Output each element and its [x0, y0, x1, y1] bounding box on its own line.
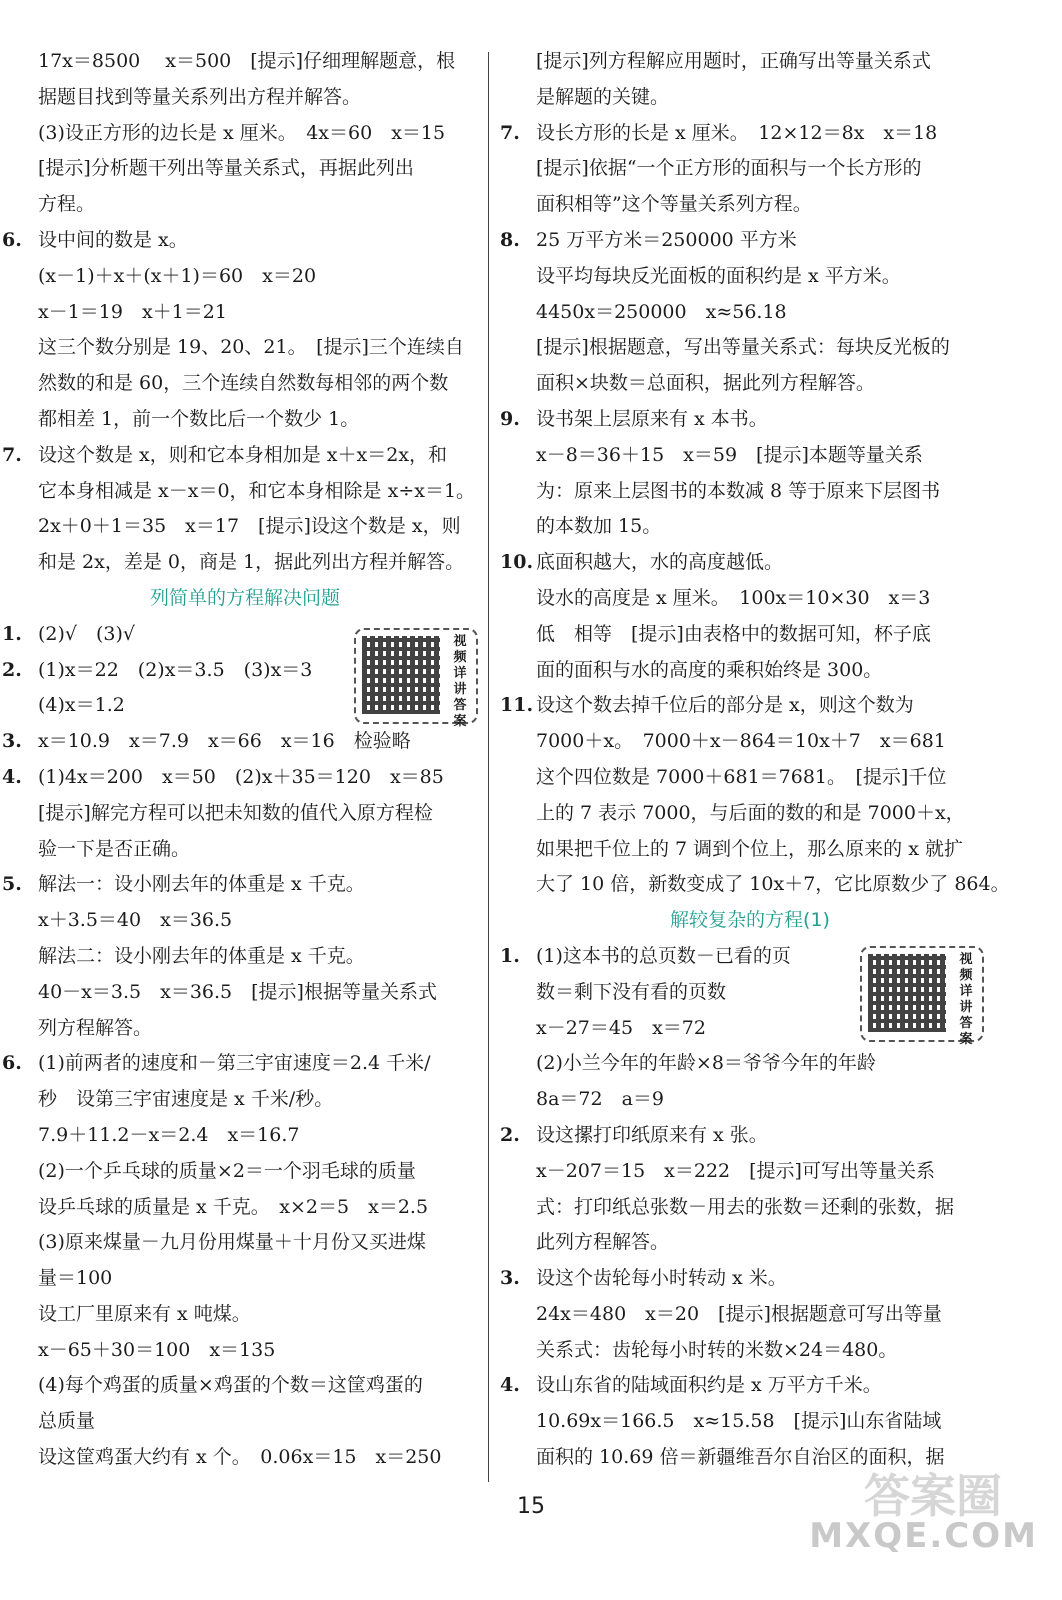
line-text: 如果把千位上的 7 调到个位上，那么原来的 x 就扩 [536, 837, 963, 860]
line-text: (1)4x＝200 x＝50 (2)x＋35＝120 x＝85 [38, 765, 444, 788]
item-number: 11. [500, 694, 534, 717]
answer-line [10, 1404, 480, 1440]
answer-line [10, 1368, 480, 1404]
answer-line [500, 1046, 1000, 1082]
answer-line [500, 366, 1000, 402]
answer-line [500, 1190, 1000, 1226]
answer-line [10, 832, 480, 868]
item-number: 1. [2, 622, 22, 645]
line-text: 数＝剩下没有看的页数 [536, 980, 727, 1003]
answer-line [10, 939, 480, 975]
qr-caption: 视频详讲答案 [453, 634, 467, 729]
answer-line [500, 832, 1000, 868]
line-text: 设山东省的陆域面积约是 x 万平方千米。 [536, 1374, 882, 1397]
line-text: 底面积越大，水的高度越低。 [536, 551, 784, 574]
answer-line [500, 1404, 1000, 1440]
line-text: [提示]分析题干列出等量关系式，再据此列出 [38, 157, 414, 180]
line-text: 秒 设第三宇宙速度是 x 千米/秒。 [38, 1088, 334, 1111]
answer-line [10, 1333, 480, 1369]
line-text: 设这个数是 x，则和它本身相加是 x＋x＝2x，和 [38, 443, 448, 466]
line-text: 8a＝72 a＝9 [536, 1088, 665, 1111]
answer-line [500, 724, 1000, 760]
line-text: 设书架上层原来有 x 本书。 [536, 407, 768, 430]
answer-line [10, 1225, 480, 1261]
line-text: 列方程解答。 [38, 1016, 153, 1039]
item-number: 9. [500, 407, 520, 430]
answer-line [10, 151, 480, 187]
line-text: 都相差 1，前一个数比后一个数少 1。 [38, 407, 360, 430]
answer-line [10, 1261, 480, 1297]
answer-item-start [2, 1046, 480, 1082]
answer-item-start [500, 1118, 1000, 1154]
item-number: 8. [500, 228, 520, 251]
line-text: 面积相等”这个等量关系列方程。 [536, 193, 812, 216]
line-text: 面的面积与水的高度的乘积始终是 300。 [536, 658, 883, 681]
line-text: [提示]解完方程可以把未知数的值代入原方程检 [38, 801, 433, 824]
answer-item-start [500, 1261, 1000, 1297]
item-number: 7. [500, 121, 520, 144]
line-text: 设这个数去掉千位后的部分是 x，则这个数为 [536, 694, 914, 717]
line-text: 设这筐鸡蛋大约有 x 个。 0.06x＝15 x＝250 [38, 1446, 442, 1469]
line-text: 它本身相减是 x－x＝0，和它本身相除是 x÷x＝1。 [38, 479, 476, 502]
line-text: 这三个数分别是 19、20、21。 [提示]三个连续自 [38, 336, 464, 359]
answer-line [500, 330, 1000, 366]
line-text: 面积×块数＝总面积，据此列方程解答。 [536, 372, 875, 395]
line-text: 设工厂里原来有 x 吨煤。 [38, 1302, 251, 1325]
answer-line [500, 653, 1000, 689]
item-number: 5. [2, 873, 22, 896]
item-number: 4. [2, 765, 22, 788]
answer-line [500, 581, 1000, 617]
line-text: [提示]依据“一个正方形的面积与一个长方形的 [536, 157, 922, 180]
answer-line [500, 474, 1000, 510]
answer-line [10, 1082, 480, 1118]
answer-line [10, 295, 480, 331]
answer-line [10, 1118, 480, 1154]
answer-item-start [500, 688, 1000, 724]
item-number: 3. [2, 730, 22, 753]
line-text: 解法二：设小刚去年的体重是 x 千克。 [38, 944, 365, 967]
qr-code-video-2[interactable] [860, 946, 984, 1047]
answer-line [10, 975, 480, 1011]
line-text: x－8＝36＋15 x＝59 [提示]本题等量关系 [536, 443, 923, 466]
answer-line [500, 187, 1000, 223]
answer-item-start [500, 116, 1000, 152]
answer-line [10, 80, 480, 116]
item-number: 10. [500, 551, 534, 574]
answer-line [500, 151, 1000, 187]
answer-item-start [2, 438, 480, 474]
line-text: 上的 7 表示 7000，与后面的数的和是 7000＋x， [536, 801, 965, 824]
line-text: 7000＋x。 7000＋x－864＝10x＋7 x＝681 [536, 730, 946, 753]
line-text: 低 相等 [提示]由表格中的数据可知，杯子底 [536, 622, 931, 645]
line-text: 25 万平方米＝250000 平方米 [536, 228, 797, 251]
answer-line [10, 1011, 480, 1047]
answer-line [10, 1154, 480, 1190]
line-text: 总质量 [38, 1410, 96, 1433]
line-text: 据题目找到等量关系列出方程并解答。 [38, 85, 362, 108]
answer-line [500, 1297, 1000, 1333]
line-text: (2)小兰今年的年龄×8＝爷爷今年的年龄 [536, 1052, 876, 1075]
line-text: (1)这本书的总页数－已看的页 [536, 944, 791, 967]
answer-line [500, 617, 1000, 653]
watermark-url: MXQE.COM [809, 1516, 1038, 1556]
line-text: 2x＋0＋1＝35 x＝17 [提示]设这个数是 x，则 [38, 515, 461, 538]
line-text: (3)原来煤量－九月份用煤量＋十月份又买进煤 [38, 1231, 426, 1254]
line-text: (1)x＝22 (2)x＝3.5 (3)x＝3 [38, 658, 313, 681]
line-text: [提示]列方程解应用题时，正确写出等量关系式 [536, 50, 931, 72]
line-text: 量＝100 [38, 1267, 113, 1290]
item-number: 6. [2, 228, 22, 251]
line-text: 设中间的数是 x。 [38, 228, 188, 251]
line-text: 设乒乓球的质量是 x 千克。 x×2＝5 x＝2.5 [38, 1195, 429, 1218]
left-column [2, 44, 480, 1476]
line-text: 解法一：设小刚去年的体重是 x 千克。 [38, 873, 365, 896]
answer-line [10, 903, 480, 939]
answer-line [10, 545, 480, 581]
answer-line [10, 509, 480, 545]
line-text: (4)每个鸡蛋的质量×鸡蛋的个数＝这筐鸡蛋的 [38, 1374, 423, 1397]
line-text: [提示]根据题意，写出等量关系式：每块反光板的 [536, 336, 950, 359]
line-text: x－1＝19 x＋1＝21 [38, 300, 227, 323]
answer-line [10, 1440, 480, 1476]
line-text: (x－1)＋x＋(x＋1)＝60 x＝20 [38, 264, 317, 287]
answer-line [500, 509, 1000, 545]
line-text: 4450x＝250000 x≈56.18 [536, 300, 787, 323]
line-text: 面积的 10.69 倍＝新疆维吾尔自治区的面积，据 [536, 1446, 945, 1469]
page-number: 15 [517, 1494, 545, 1519]
line-text: x＋3.5＝40 x＝36.5 [38, 909, 233, 932]
line-text: 验一下是否正确。 [38, 837, 191, 860]
answer-line [500, 867, 1010, 903]
line-text: 17x＝8500 x＝500 [提示]仔细理解题意，根 [38, 50, 456, 72]
qr-code-video-1[interactable] [354, 628, 478, 729]
item-number: 7. [2, 443, 22, 466]
answer-line [10, 474, 480, 510]
column-divider [488, 52, 489, 1482]
answer-item-start [2, 724, 480, 760]
watermark-logo: 答案圈 [864, 1469, 1002, 1523]
line-text: 是解题的关键。 [536, 85, 670, 108]
answer-line [10, 187, 480, 223]
answer-line [10, 330, 480, 366]
section-title: 列简单的方程解决问题 [149, 586, 340, 609]
line-text: 这个四位数是 7000＋681＝7681。 [提示]千位 [536, 765, 947, 788]
line-text: 方程。 [38, 193, 96, 216]
answer-item-start [500, 223, 1000, 259]
line-text: 设这个齿轮每小时转动 x 米。 [536, 1267, 787, 1290]
answer-line [500, 796, 1000, 832]
line-text: 的本数加 15。 [536, 515, 662, 538]
answer-line [500, 1333, 1000, 1369]
line-text: 然数的和是 60，三个连续自然数每相邻的两个数 [38, 372, 449, 395]
answer-line [10, 402, 480, 438]
answer-item-start [2, 760, 480, 796]
qr-caption: 视频详讲答案 [959, 952, 973, 1047]
answer-line [500, 80, 1000, 116]
answer-line [500, 438, 1000, 474]
item-number: 4. [500, 1374, 520, 1397]
line-text: (3)设正方形的边长是 x 厘米。 4x＝60 x＝15 [38, 121, 446, 144]
line-text: 设水的高度是 x 厘米。 100x＝10×30 x＝3 [536, 586, 931, 609]
section-title: 解较复杂的方程(1) [670, 909, 830, 932]
answer-line [10, 796, 480, 832]
answer-line [10, 366, 480, 402]
answer-item-start [500, 402, 1000, 438]
qr-code-icon [362, 636, 440, 714]
line-text: 此列方程解答。 [536, 1231, 670, 1254]
line-text: (2)√ (3)√ [38, 622, 136, 645]
line-text: x－65＋30＝100 x＝135 [38, 1338, 276, 1361]
answer-line [10, 116, 480, 152]
line-text: x－27＝45 x＝72 [536, 1016, 706, 1039]
answer-line [500, 760, 1000, 796]
answer-line [500, 295, 1000, 331]
answer-line [500, 44, 1000, 80]
item-number: 3. [500, 1267, 520, 1290]
answer-item-start [2, 867, 480, 903]
line-text: 40－x＝3.5 x＝36.5 [提示]根据等量关系式 [38, 980, 437, 1003]
line-text: (1)前两者的速度和－第三宇宙速度＝2.4 千米/ [38, 1052, 431, 1075]
item-number: 2. [2, 658, 22, 681]
item-number: 1. [500, 944, 520, 967]
answer-item-start [500, 545, 1000, 581]
line-text: 设平均每块反光面板的面积约是 x 平方米。 [536, 264, 901, 287]
line-text: 10.69x＝166.5 x≈15.58 [提示]山东省陆域 [536, 1410, 942, 1433]
answer-line [10, 1297, 480, 1333]
answer-line [500, 259, 1000, 295]
answer-item-start [500, 1368, 1000, 1404]
answer-line [10, 259, 480, 295]
line-text: 设长方形的长是 x 厘米。 12×12＝8x x＝18 [536, 121, 938, 144]
answer-line [10, 44, 480, 80]
item-number: 2. [500, 1123, 520, 1146]
item-number: 6. [2, 1052, 22, 1075]
line-text: (4)x＝1.2 [38, 694, 125, 717]
right-column [500, 44, 1010, 1476]
answer-line [500, 1082, 1000, 1118]
answer-line [500, 1154, 1000, 1190]
line-text: 关系式：齿轮每小时转的米数×24＝480。 [536, 1338, 898, 1361]
line-text: 7.9＋11.2－x＝2.4 x＝16.7 [38, 1123, 300, 1146]
line-text: (2)一个乒乓球的质量×2＝一个羽毛球的质量 [38, 1159, 416, 1182]
answer-item-start [2, 223, 480, 259]
line-text: 为：原来上层图书的本数减 8 等于原来下层图书 [536, 479, 941, 502]
line-text: 式：打印纸总张数－用去的张数＝还剩的张数，据 [536, 1195, 955, 1218]
line-text: x＝10.9 x＝7.9 x＝66 x＝16 检验略 [38, 730, 411, 753]
answer-line [500, 1225, 1000, 1261]
line-text: x－207＝15 x＝222 [提示]可写出等量关系 [536, 1159, 935, 1182]
line-text: 设这摞打印纸原来有 x 张。 [536, 1123, 768, 1146]
answer-line [10, 1190, 480, 1226]
qr-code-icon [868, 954, 946, 1032]
line-text: 和是 2x，差是 0，商是 1，据此列出方程并解答。 [38, 551, 465, 574]
line-text: 大了 10 倍，新数变成了 10x＋7，它比原数少了 864。 [536, 873, 1010, 896]
line-text: 24x＝480 x＝20 [提示]根据题意可写出等量 [536, 1302, 942, 1325]
